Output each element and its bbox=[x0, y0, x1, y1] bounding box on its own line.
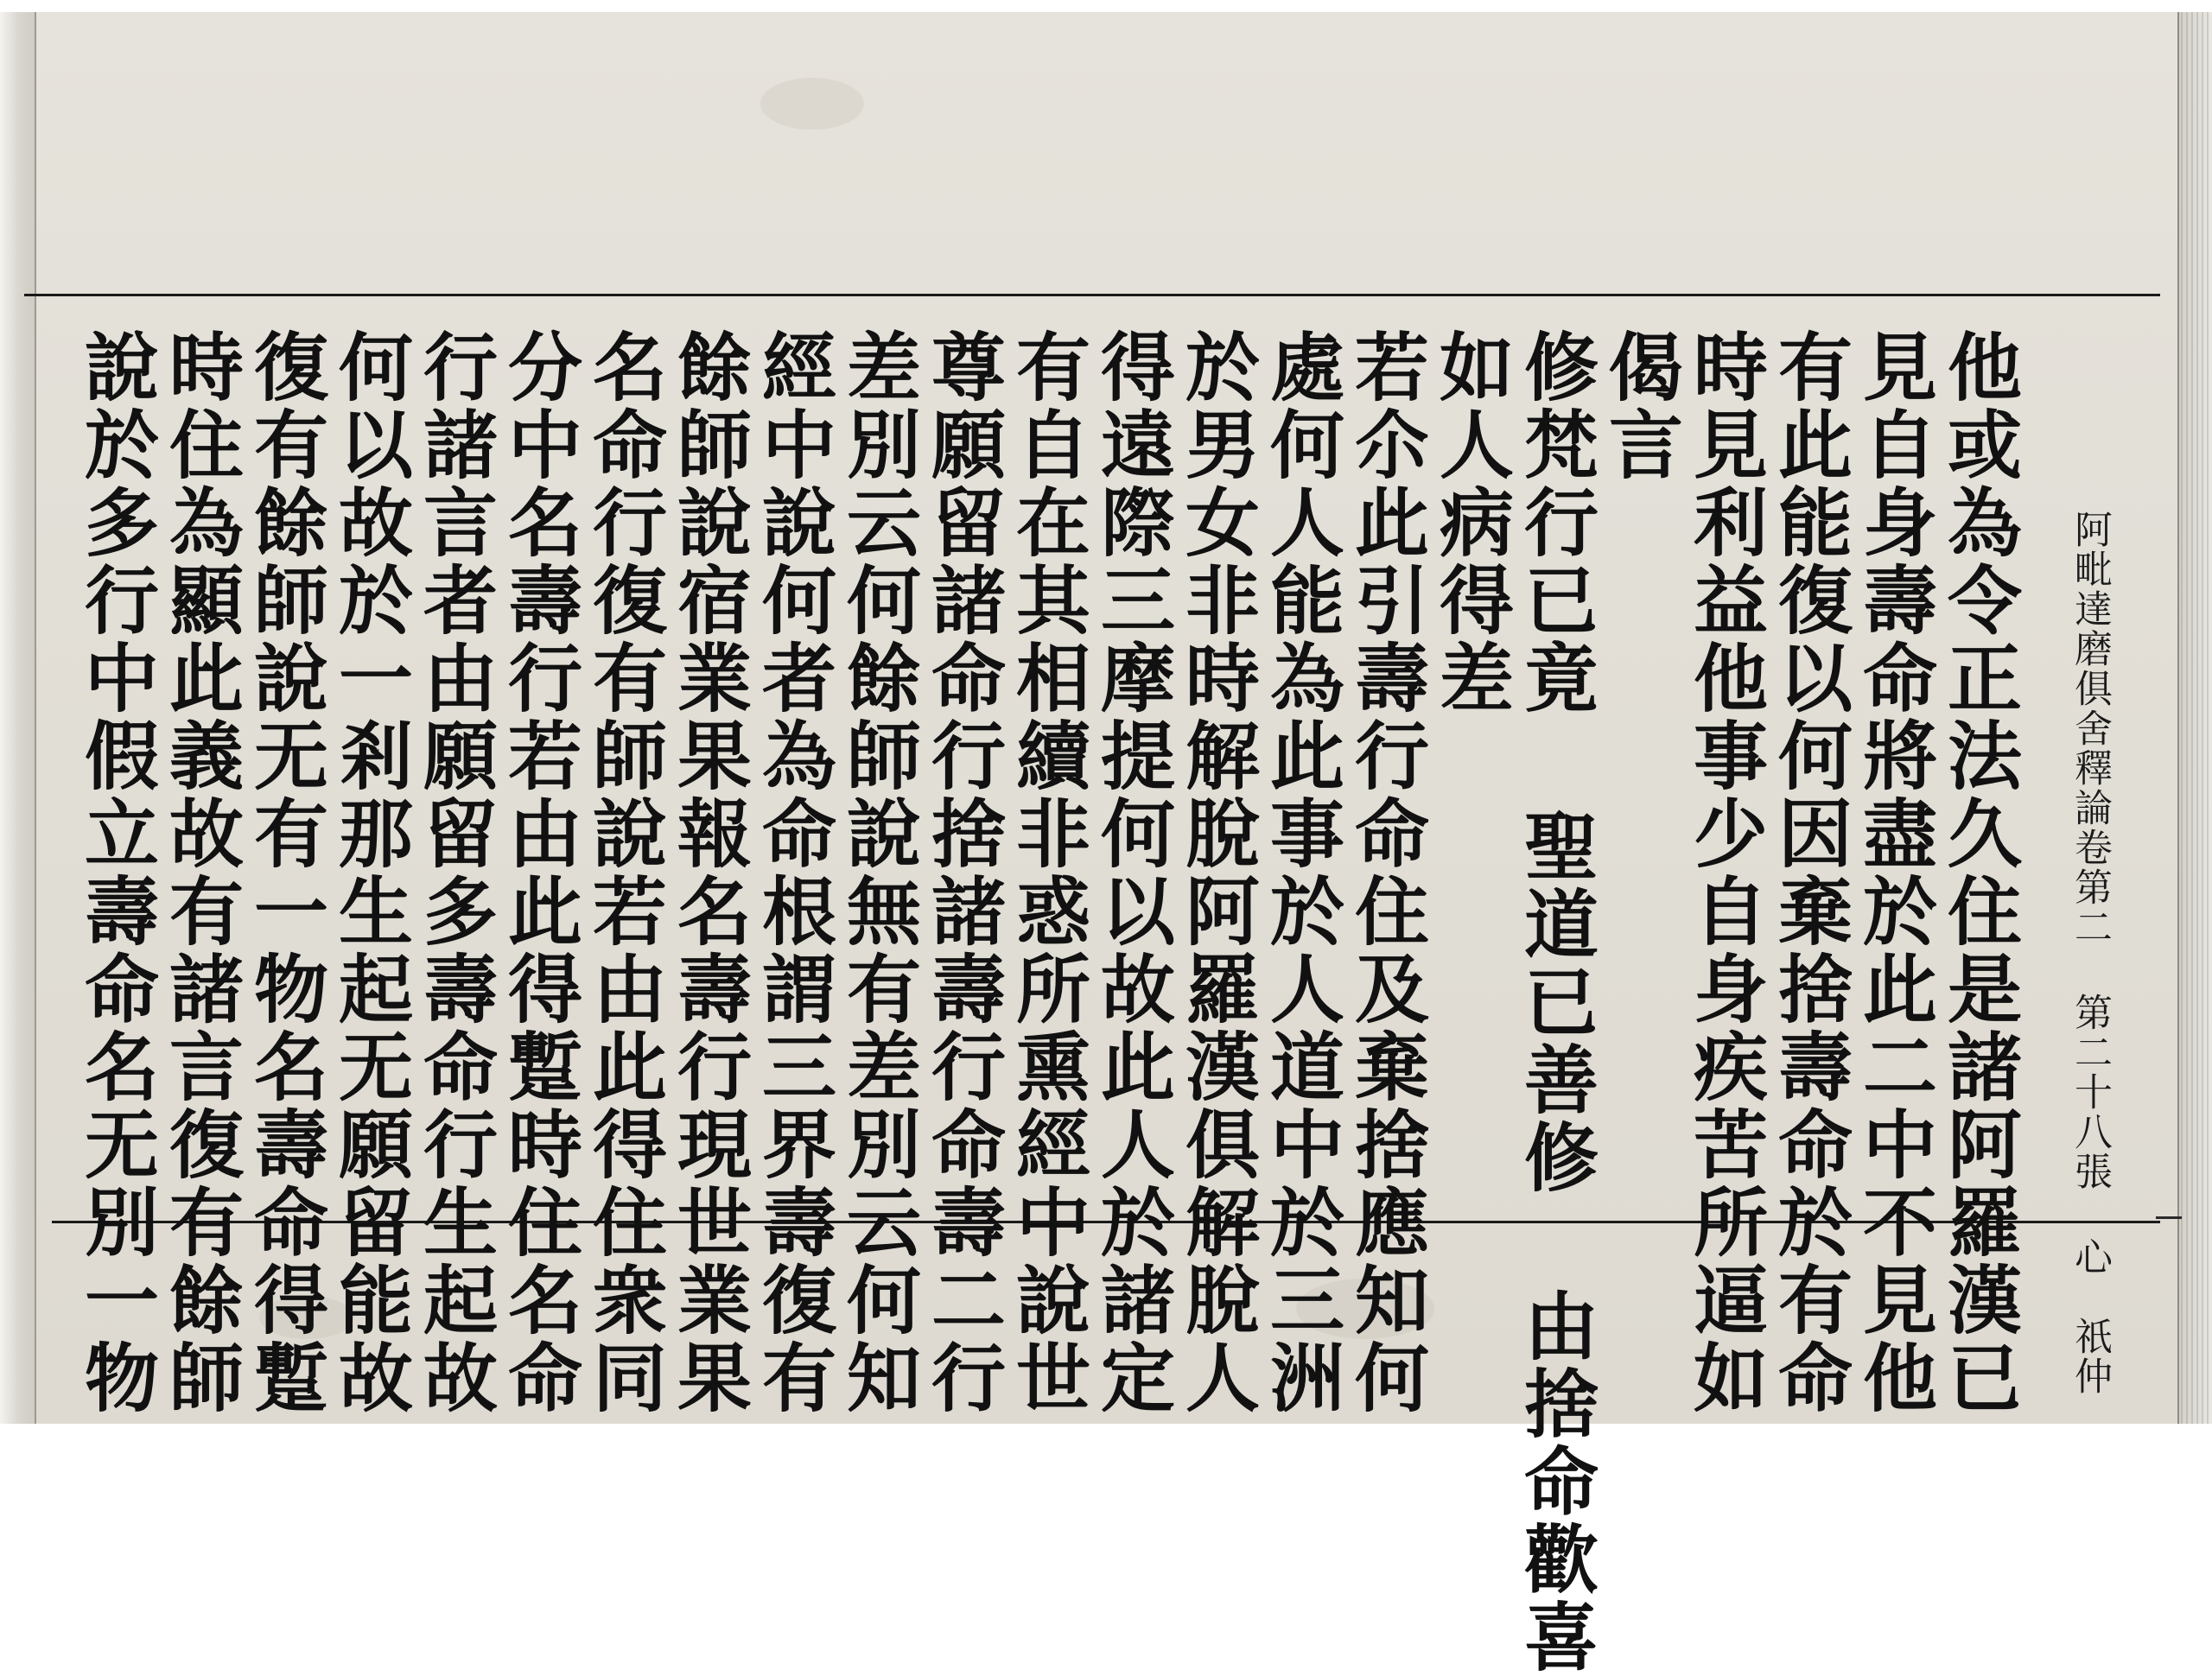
left-binding-edge bbox=[0, 0, 36, 1438]
text-column: 尊願留諸命行捨諸壽行命壽二行 bbox=[918, 328, 1006, 1417]
margin-heading: 阿毗達磨俱舍釋論卷第二 第二十八張 心 祇仲 bbox=[2068, 510, 2112, 1396]
text-column: 有此能復以何因棄捨壽命於有命 bbox=[1765, 328, 1853, 1417]
text-column: 經中說何者為命根謂三界壽復有 bbox=[749, 328, 836, 1417]
text-column: 復有餘師說无有一物名壽命得蹔 bbox=[241, 328, 328, 1417]
text-column: 見自身壽命將盡於此二中不見他 bbox=[1850, 328, 1937, 1417]
text-column: 如人病得差 bbox=[1427, 328, 1514, 717]
text-column: 得遠際三摩提何以故此人於諸定 bbox=[1088, 328, 1175, 1417]
text-column: 差別云何餘師說無有差別云何知 bbox=[834, 328, 921, 1417]
text-column: 說於多行中假立壽命名无別一物 bbox=[72, 328, 159, 1417]
text-column: 行諸言者由願留多壽命行生起故 bbox=[410, 328, 498, 1417]
text-column: 處何人能為此事於人道中於三洲 bbox=[1257, 328, 1344, 1417]
text-column: 若尒此引壽行命住及棄捨應知何 bbox=[1342, 328, 1429, 1417]
text-column: 有自在其相續非惑所熏經中說世 bbox=[1003, 328, 1090, 1417]
text-column: 餘師說宿業果報名壽行現世業果 bbox=[664, 328, 752, 1417]
bottom-scan-border bbox=[0, 1424, 2212, 1438]
text-column: 於男女非時解脫阿羅漢俱解脫人 bbox=[1173, 328, 1260, 1417]
text-column: 偈言 bbox=[1596, 328, 1683, 484]
top-scan-border bbox=[0, 0, 2212, 12]
text-column: 修梵行已竟 聖道已善修 由捨命歡喜 bbox=[1511, 328, 1599, 1676]
text-column: 時住為顯此義故有諸言復有餘師 bbox=[156, 328, 244, 1417]
text-column: 他或為令正法久住是諸阿羅漢已 bbox=[1935, 328, 2022, 1417]
text-column: 分中名壽行若由此得蹔時住名命 bbox=[495, 328, 582, 1417]
text-column: 名命行復有師說若由此得住衆同 bbox=[580, 328, 667, 1417]
text-column: 時見利益他事少自身疾苦所逼如 bbox=[1681, 328, 1768, 1417]
page-stack-edge bbox=[2177, 0, 2212, 1438]
text-column: 何以故於一剎那生起无願留能故 bbox=[326, 328, 413, 1417]
paper-stain bbox=[760, 78, 864, 130]
frame-rule-tail bbox=[24, 294, 59, 296]
frame-rule-tail bbox=[2156, 1216, 2182, 1219]
